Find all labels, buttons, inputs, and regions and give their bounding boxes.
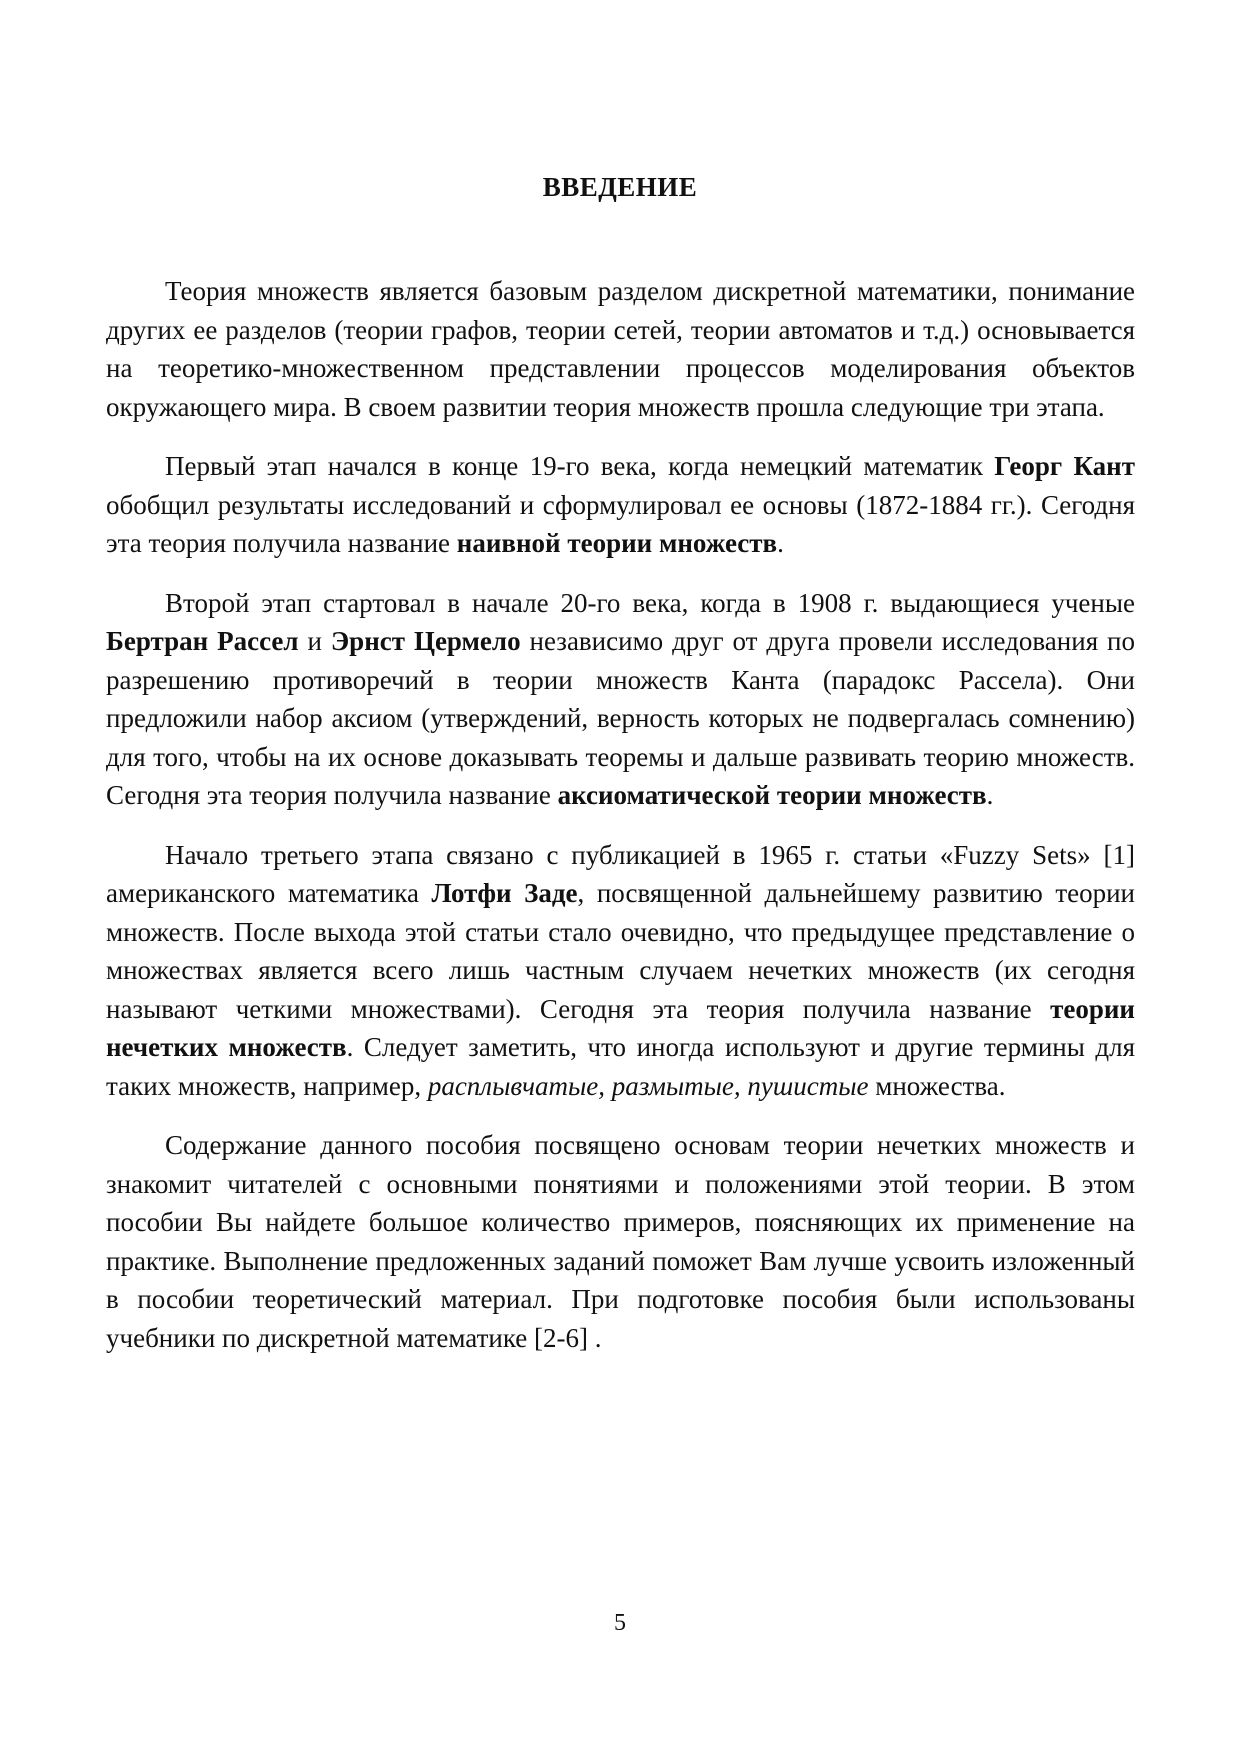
text-run: , посвященной дальнейшему развитию теории множеств. После выхода этой статьи стало очевидно, что предыдущее представление о множествах является всего лишь частным случаем нечетких множеств (их сегодня называют четкими множествами). Сегодня эта теория получила название: [106, 878, 1136, 1024]
page-title: ВВЕДЕНИЕ: [542, 172, 698, 202]
text-run: .: [986, 780, 994, 810]
paragraph-5: [106, 1126, 1135, 1357]
paragraph-1: [106, 272, 1135, 426]
text-run: .: [777, 528, 784, 558]
bold-term: Бертран Рассел: [106, 626, 299, 656]
text-run: множества.: [868, 1070, 1006, 1101]
paragraph-3: [106, 584, 1135, 815]
body-text: [106, 272, 1135, 1378]
text-run: независимо друг от друга провели исследования по разрешению противоречий в теории множеств Канта (парадокс Рассела). Они предложили набор аксиом (утверждений, верность которых не подвергалась сомнению) для того, чтобы на их основе доказывать теоремы и дальше развивать теорию множеств. Сегодня эта теория получила название: [106, 626, 1136, 810]
text-run: Содержание данного пособия посвящено основам теории нечетких множеств и знакомит читателей с основными понятиями и положениями этой теории. В этом пособии Вы найдете большое количество примеров, поясняющих их применение на практике. Выполнение предложенных заданий поможет Вам лучше усвоить изложенный в пособии теоретический материал. При подготовке пособия были использованы учебники по дискретной математике [2-6] .: [106, 1130, 1135, 1353]
italic-term: расплывчатые, размытые, пушистые: [427, 1070, 869, 1101]
text-run: Первый этап начался в конце 19-го века, когда немецкий математик: [165, 451, 995, 481]
bold-term: Георг Кант: [994, 451, 1135, 481]
text-run: обобщил результаты исследований и сформулировал ее основы (1872-1884 гг.). Сегодня эта теория получила название: [106, 489, 1135, 558]
paragraph-4: [106, 836, 1135, 1106]
bold-term: Лотфи Заде: [431, 878, 578, 908]
bold-term: наивной теории множеств: [456, 528, 778, 558]
text-run: . Следует заметить, что иногда используют и другие термины для таких множеств, например,: [106, 1032, 1136, 1101]
text-run: и: [298, 626, 331, 656]
text-run: Второй этап стартовал в начале 20-го века, когда в 1908 г. выдающиеся ученые: [165, 587, 1135, 618]
paragraph-2: [106, 447, 1135, 563]
text-run: Начало третьего этапа связано с публикацией в 1965 г. статьи «Fuzzy Sets» [1] американского математика: [106, 839, 1135, 908]
bold-term: Эрнст Цермело: [330, 626, 521, 656]
text-run: Теория множеств является базовым разделом дискретной математики, понимание других ее разделов (теории графов, теории сетей, теории автоматов и т.д.) основывается на теоретико-множественном представлении процессов моделирования объектов окружающего мира. В своем развитии теория множеств прошла следующие три этапа.: [106, 276, 1135, 422]
bold-term: теории нечетких множеств: [106, 993, 1135, 1062]
bold-term: аксиоматической теории множеств: [557, 780, 987, 810]
page-number: 5: [614, 1610, 626, 1636]
